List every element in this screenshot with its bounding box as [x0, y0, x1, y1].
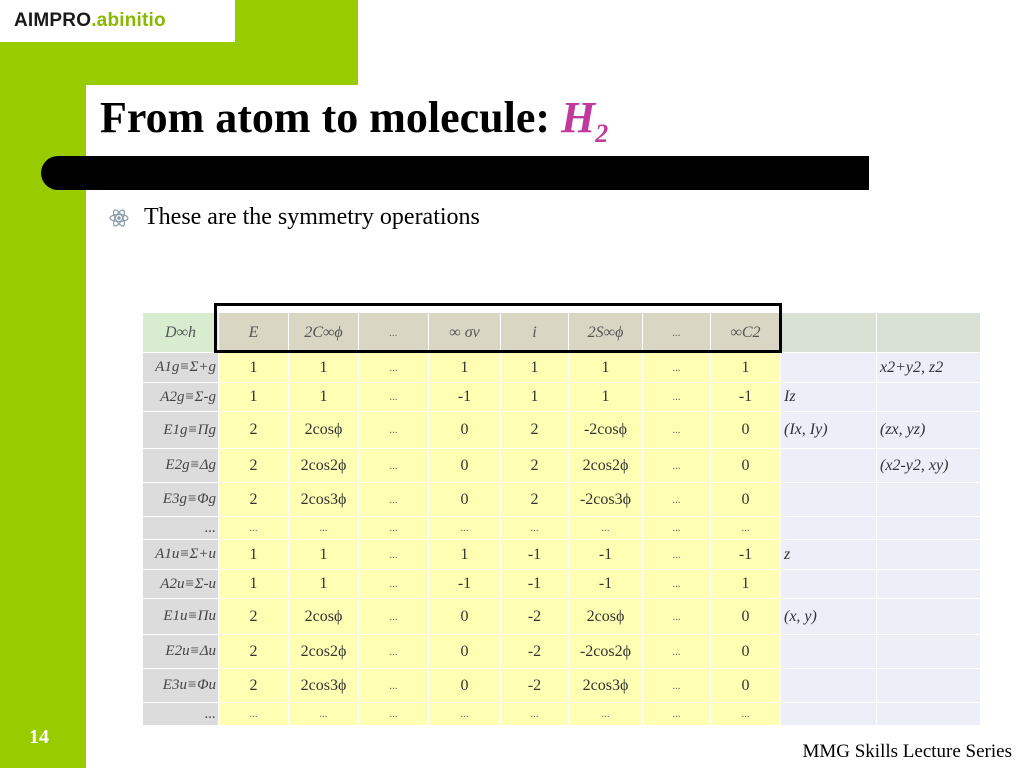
character-cell: 0 — [429, 669, 501, 703]
character-cell: ... — [359, 353, 429, 383]
quadratic-function-cell — [877, 483, 981, 517]
title-underline-bar — [41, 156, 869, 190]
table-row — [143, 483, 981, 517]
character-cell: -1 — [569, 570, 643, 599]
table-row — [143, 517, 981, 540]
slide-title-formula — [561, 93, 609, 148]
character-cell: 2 — [219, 483, 289, 517]
character-cell: 2cosϕ — [569, 599, 643, 635]
character-cell: -1 — [711, 540, 781, 570]
character-cell: 2cos3ϕ — [289, 669, 359, 703]
slide-title-text: From atom to molecule: — [100, 93, 562, 142]
rotation-function-cell: Iz — [781, 383, 877, 412]
character-cell: ... — [359, 570, 429, 599]
rotation-function-cell: (x, y) — [781, 599, 877, 635]
character-cell: 0 — [429, 635, 501, 669]
header-group-name: D∞h — [143, 313, 219, 353]
row-irrep-label: E1g≡Πg — [143, 412, 219, 449]
character-cell: 2cos2ϕ — [289, 449, 359, 483]
character-cell: ... — [359, 412, 429, 449]
character-cell: -1 — [501, 570, 569, 599]
character-cell: -2cosϕ — [569, 412, 643, 449]
row-irrep-label: ... — [143, 703, 219, 726]
character-cell: -1 — [569, 540, 643, 570]
character-cell: 1 — [501, 353, 569, 383]
character-cell: 2 — [219, 669, 289, 703]
character-cell: 1 — [429, 353, 501, 383]
character-cell: ... — [359, 383, 429, 412]
header-cell: ∞C2 — [711, 313, 781, 353]
row-irrep-label: A1u≡Σ+u — [143, 540, 219, 570]
table-row — [143, 635, 981, 669]
table-row — [143, 570, 981, 599]
quadratic-function-cell — [877, 599, 981, 635]
rotation-function-cell — [781, 483, 877, 517]
header-cell: ... — [643, 313, 711, 353]
header-cell: 2S∞ϕ — [569, 313, 643, 353]
row-irrep-label: E1u≡Πu — [143, 599, 219, 635]
character-cell: 1 — [289, 383, 359, 412]
table-row — [143, 449, 981, 483]
rotation-function-cell: z — [781, 540, 877, 570]
character-cell: 1 — [219, 383, 289, 412]
header-cell — [781, 313, 877, 353]
character-cell: 2cosϕ — [289, 599, 359, 635]
character-cell: 0 — [429, 483, 501, 517]
character-cell: ... — [643, 570, 711, 599]
character-cell: ... — [643, 635, 711, 669]
footer-series: MMG Skills Lecture Series — [802, 741, 1012, 762]
row-irrep-label: E3g≡Φg — [143, 483, 219, 517]
character-cell: ... — [359, 540, 429, 570]
quadratic-function-cell — [877, 383, 981, 412]
table-row — [143, 540, 981, 570]
character-cell: ... — [569, 517, 643, 540]
character-cell: ... — [643, 353, 711, 383]
logo-text-aimpro: AIMPRO — [14, 10, 92, 31]
character-cell: ... — [711, 517, 781, 540]
character-cell: ... — [359, 483, 429, 517]
table-row — [143, 669, 981, 703]
quadratic-function-cell — [877, 703, 981, 726]
character-cell: -1 — [429, 383, 501, 412]
page-number: 14 — [29, 726, 49, 748]
row-irrep-label: A1g≡Σ+g — [143, 353, 219, 383]
character-cell: 1 — [289, 353, 359, 383]
character-cell: 0 — [711, 599, 781, 635]
character-cell: 0 — [711, 669, 781, 703]
character-cell: 1 — [569, 353, 643, 383]
character-cell: ... — [501, 517, 569, 540]
quadratic-function-cell — [877, 517, 981, 540]
character-cell: ... — [501, 703, 569, 726]
formula-main: H — [561, 93, 596, 142]
row-irrep-label: E3u≡Φu — [143, 669, 219, 703]
rotation-function-cell — [781, 353, 877, 383]
logo-text-abinitio: .abinitio — [91, 10, 166, 31]
character-cell: ... — [289, 703, 359, 726]
rotation-function-cell — [781, 449, 877, 483]
row-irrep-label: E2u≡Δu — [143, 635, 219, 669]
character-cell: 2cos3ϕ — [289, 483, 359, 517]
formula-sub: 2 — [595, 118, 609, 148]
character-cell: -2 — [501, 669, 569, 703]
character-cell: 2 — [501, 412, 569, 449]
character-cell: ... — [569, 703, 643, 726]
character-cell: ... — [643, 449, 711, 483]
character-cell: 0 — [429, 449, 501, 483]
character-cell: ... — [359, 635, 429, 669]
table-row — [143, 412, 981, 449]
quadratic-function-cell: (x2-y2, xy) — [877, 449, 981, 483]
green-side-band — [0, 0, 86, 768]
character-cell: ... — [643, 412, 711, 449]
character-cell: ... — [359, 449, 429, 483]
character-cell: ... — [643, 517, 711, 540]
header-cell: 2C∞ϕ — [289, 313, 359, 353]
character-cell: 2 — [501, 483, 569, 517]
rotation-function-cell — [781, 517, 877, 540]
character-cell: 1 — [711, 570, 781, 599]
character-cell: 0 — [711, 449, 781, 483]
quadratic-function-cell: x2+y2, z2 — [877, 353, 981, 383]
quadratic-function-cell — [877, 669, 981, 703]
character-cell: ... — [289, 517, 359, 540]
rotation-function-cell — [781, 669, 877, 703]
character-cell: ... — [219, 703, 289, 726]
table-row — [143, 353, 981, 383]
row-irrep-label: A2g≡Σ-g — [143, 383, 219, 412]
header-cell: ... — [359, 313, 429, 353]
character-cell: -1 — [429, 570, 501, 599]
quadratic-function-cell — [877, 540, 981, 570]
character-cell: 0 — [429, 412, 501, 449]
character-cell: -1 — [711, 383, 781, 412]
rotation-function-cell: (Ix, Iy) — [781, 412, 877, 449]
character-cell: -2 — [501, 635, 569, 669]
character-cell: ... — [711, 703, 781, 726]
character-cell: -2cos2ϕ — [569, 635, 643, 669]
header-cell: i — [501, 313, 569, 353]
character-cell: ... — [359, 599, 429, 635]
rotation-function-cell — [781, 703, 877, 726]
header-cell — [877, 313, 981, 353]
atom-bullet-icon — [108, 207, 130, 229]
table-row — [143, 383, 981, 412]
character-cell: -2cos3ϕ — [569, 483, 643, 517]
character-cell: ... — [643, 599, 711, 635]
character-cell: 1 — [219, 353, 289, 383]
quadratic-function-cell — [877, 570, 981, 599]
character-cell: ... — [359, 669, 429, 703]
character-cell: 1 — [289, 570, 359, 599]
character-cell: -1 — [501, 540, 569, 570]
character-cell: 1 — [569, 383, 643, 412]
character-cell: 2 — [219, 635, 289, 669]
character-cell: 0 — [711, 635, 781, 669]
character-cell: -2 — [501, 599, 569, 635]
rotation-function-cell — [781, 570, 877, 599]
character-cell: 2cos2ϕ — [569, 449, 643, 483]
character-cell: 2cosϕ — [289, 412, 359, 449]
slide-title — [100, 92, 608, 149]
bullet-point — [108, 204, 480, 231]
character-cell: ... — [643, 669, 711, 703]
character-cell: 1 — [429, 540, 501, 570]
character-cell: 1 — [219, 540, 289, 570]
character-cell: ... — [359, 517, 429, 540]
header-cell: ∞ σv — [429, 313, 501, 353]
character-cell: 2cos3ϕ — [569, 669, 643, 703]
character-table — [142, 312, 981, 726]
character-cell: 0 — [429, 599, 501, 635]
table-row — [143, 703, 981, 726]
character-cell: 2 — [501, 449, 569, 483]
bullet-text: These are the symmetry operations — [144, 204, 480, 230]
character-cell: ... — [643, 383, 711, 412]
quadratic-function-cell — [877, 635, 981, 669]
character-cell: ... — [219, 517, 289, 540]
character-cell: 0 — [711, 412, 781, 449]
character-cell: 0 — [711, 483, 781, 517]
character-cell: ... — [429, 517, 501, 540]
character-cell: 1 — [501, 383, 569, 412]
header-cell: E — [219, 313, 289, 353]
character-cell: 1 — [711, 353, 781, 383]
quadratic-function-cell: (zx, yz) — [877, 412, 981, 449]
character-cell: ... — [429, 703, 501, 726]
rotation-function-cell — [781, 635, 877, 669]
table-row — [143, 599, 981, 635]
character-cell: ... — [643, 703, 711, 726]
operations-highlight-box — [214, 303, 782, 353]
character-cell: 2cos2ϕ — [289, 635, 359, 669]
character-cell: ... — [643, 540, 711, 570]
row-irrep-label: ... — [143, 517, 219, 540]
row-irrep-label: A2u≡Σ-u — [143, 570, 219, 599]
aimpro-logo — [0, 0, 235, 42]
character-cell: 2 — [219, 412, 289, 449]
character-cell: 2 — [219, 599, 289, 635]
character-cell: ... — [359, 703, 429, 726]
character-cell: 1 — [219, 570, 289, 599]
row-irrep-label: E2g≡Δg — [143, 449, 219, 483]
character-cell: 1 — [289, 540, 359, 570]
character-cell: ... — [643, 483, 711, 517]
character-cell: 2 — [219, 449, 289, 483]
